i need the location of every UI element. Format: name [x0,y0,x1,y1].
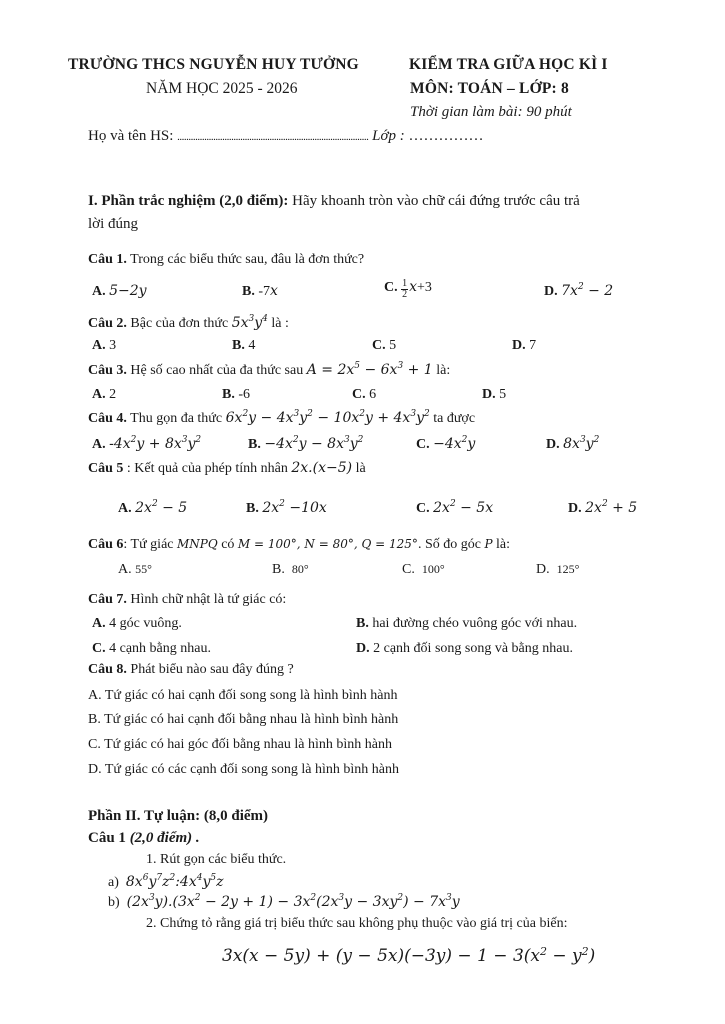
q8-stem [88,662,294,678]
q7-text: Hình chữ nhật là tứ giác có: [126,592,287,607]
q8-option-c: C. Tứ giác có hai góc đối bằng nhau là hình bình hành [88,737,392,752]
class-dots: …………… [408,128,484,144]
student-name-dots: ..................................................................................... [177,131,369,143]
q7-option-c: C. 4 cạnh bằng nhau. [92,641,211,656]
part1-instruction: Hãy khoanh tròn vào chữ cái đứng trước câu trả [288,193,580,209]
part1-title: I. Phần trắc nghiệm (2,0 điểm): [88,193,289,209]
q4-stem: Câu 4. Thu gọn đa thức $6x^2y - 4x^3y^2 - 10x^2y + 4x^3y^2$ ta được [88,409,476,426]
q1-option-c: C. $\frac{1}{2}$ x+3 [384,278,432,300]
q2-option-b: B. 4 [232,338,256,353]
student-name-line [88,128,484,145]
school-year: NĂM HỌC 2025 - 2026 [146,80,298,97]
q1-option-d: D. $7x^2 - 2$ [544,282,614,299]
q2-option-a: A. 3 [92,338,117,353]
q2-label: Câu 2. [88,316,127,331]
q6-label: Câu 6 [88,537,124,552]
exam-duration: Thời gian làm bài: 90 phút [410,104,572,120]
q3-stem: Câu 3. Hệ số cao nhất của đa thức sau $A = 2x^5 - 6x^3 + 1$ là: [88,361,451,378]
q8-option-b: B. Tứ giác có hai cạnh đối bằng nhau là hình bình hành [88,712,399,727]
q2-option-d: D. 7 [512,338,537,353]
q3-option-a: A. 2 [92,387,117,402]
q8-text: Phát biểu nào sau đây đúng ? [126,662,294,677]
q1-stem [88,252,364,268]
q1-label: Câu 1. [88,252,127,267]
q4-option-a: A. $-4x^2y + 8x^3y^2$ [92,435,202,452]
part2-title: Phần II. Tự luận: (8,0 điểm) [88,808,269,824]
part2-q1-heading [88,830,200,847]
q1-option-a: A. 5−2y [92,283,147,299]
q7-option-d: D. 2 cạnh đối song song và bằng nhau. [356,641,573,656]
q8-option-a: A. Tứ giác có hai cạnh đối song song là hình bình hành [88,688,398,703]
school-name: TRƯỜNG THCS NGUYỄN HUY TƯỞNG [68,56,359,73]
q6-option-b: B. 80° [272,562,309,577]
q3-option-c: C. 6 [352,387,377,402]
q1-text: Trong các biểu thức sau, đâu là đơn thức? [126,252,365,267]
part2-q1-points: (2,0 điểm) . [125,830,200,846]
q7-stem [88,592,286,608]
student-name-label: Họ và tên HS: [88,128,174,144]
q5-stem: Câu 5 : Kết quả của phép tính nhân 2x.(x−5) là [88,460,366,476]
q3-label: Câu 3. [88,363,127,378]
q7-option-b: B. hai đường chéo vuông góc với nhau. [356,616,578,631]
q3-option-b: B. -6 [222,387,251,402]
class-label: Lớp : [372,128,405,144]
q1-option-b: B. -7x [242,283,278,299]
part2-item-b: b) $(2x^3y).(3x^2 - 2y + 1) - 3x^2(2x^3y - 3xy^2) - 7x^3y$ [108,893,460,910]
q4-option-d: D. $8x^3y^2$ [546,435,600,452]
q5-option-d: D. $2x^2 + 5$ [568,499,638,516]
q6-option-c: C. 100° [402,562,445,577]
part2-q1-label: Câu 1 [88,830,126,846]
q4-option-c: C. $-4x^2y$ [416,435,476,452]
q7-label: Câu 7. [88,592,127,607]
q5-label: Câu 5 [88,461,124,476]
q8-label: Câu 8. [88,662,127,677]
q5-option-a: A. $2x^2 - 5$ [118,499,188,516]
q4-label: Câu 4. [88,411,127,426]
q5-option-b: B. $2x^2 -10x$ [246,499,327,516]
q7-option-a: A. 4 góc vuông. [92,616,182,631]
q3-option-d: D. 5 [482,387,507,402]
part1-instruction-cont: lời đúng [88,216,139,232]
part2-sub2: 2. Chứng tỏ rằng giá trị biểu thức sau không phụ thuộc vào giá trị của biến: [146,916,568,931]
q4-option-b: B. $-4x^2y - 8x^3y^2$ [248,435,364,452]
part1-heading [88,193,580,210]
q2-stem: Câu 2. Bậc của đơn thức $5x^3y^4$ là : [88,314,289,331]
q6-stem: Câu 6: Tứ giác MNPQ có M = 100°, N = 80°, Q = 125°. Số đo góc P là: [88,537,511,552]
part2-sub1: 1. Rút gọn các biểu thức. [146,852,287,867]
part2-item-a: a) $8x^6y^7z^2:4x^4y^5z$ [108,873,224,890]
exam-subject: MÔN: TOÁN – LỚP: 8 [410,80,569,97]
exam-title: KIỂM TRA GIỮA HỌC KÌ I [409,56,608,73]
q6-option-d: D. 125° [536,562,580,577]
q6-option-a: A. 55° [118,562,152,577]
q8-option-d: D. Tứ giác có các cạnh đối song song là hình bình hành [88,762,399,777]
q5-option-c: C. $2x^2 - 5x$ [416,499,494,516]
part2-expression: $3x(x - 5y) + (y - 5x)(-3y) - 1 - 3(x^2 - y^2)$ [222,945,596,966]
q2-option-c: C. 5 [372,338,397,353]
